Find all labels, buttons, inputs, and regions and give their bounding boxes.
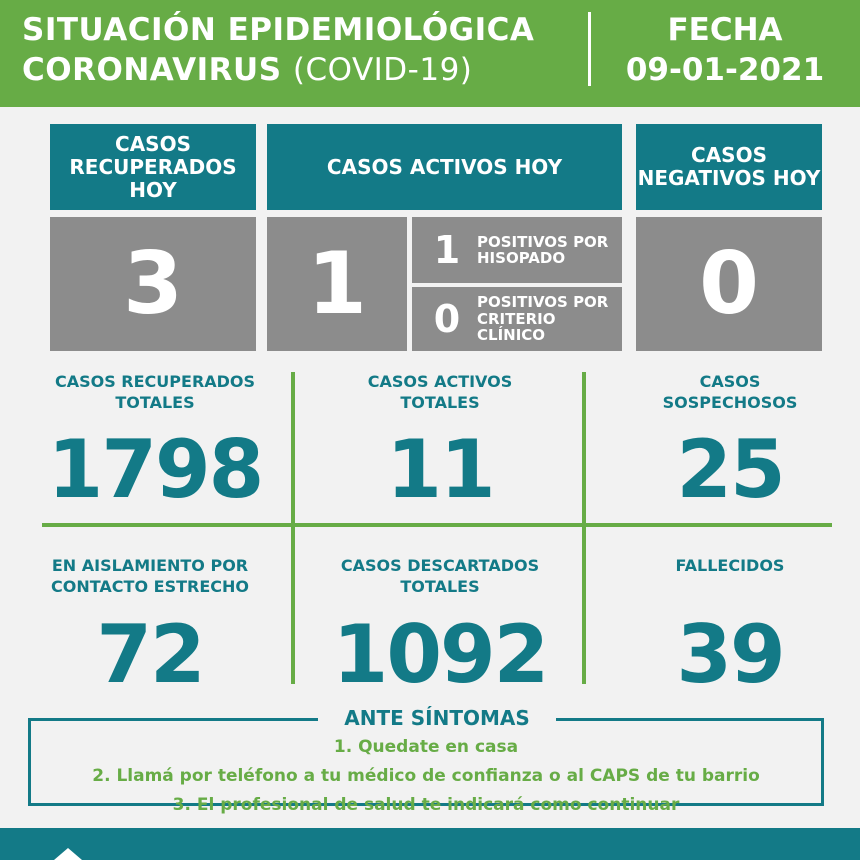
recuperados-hoy-value: 3 bbox=[50, 217, 256, 351]
home-icon bbox=[54, 848, 82, 860]
activos-hoy-value: 1 bbox=[267, 217, 407, 351]
sintomas-line-2: 2. Llamá por teléfono a tu médico de confianza o al CAPS de tu barrio bbox=[92, 766, 760, 786]
header-divider bbox=[588, 12, 591, 86]
criterio-value: 0 bbox=[433, 297, 461, 341]
fallecidos-label: FALLECIDOS bbox=[675, 556, 785, 575]
sintomas-line-1: 1. Quedate en casa bbox=[333, 737, 519, 757]
negativos-hoy-label: CASOS NEGATIVOS HOY bbox=[636, 124, 822, 210]
recuperados-hoy-label: CASOS RECUPERADOS HOY bbox=[50, 124, 256, 210]
subtitle-bold: CORONAVIRUS bbox=[22, 52, 282, 88]
activos-hoy-label: CASOS ACTIVOS HOY bbox=[267, 124, 622, 210]
recuperados-totales-value: 1798 bbox=[47, 423, 263, 516]
subtitle-light: (COVID-19) bbox=[292, 52, 473, 88]
fallecidos-value: 39 bbox=[676, 608, 784, 701]
date-value: 09-01-2021 bbox=[625, 52, 825, 88]
negativos-hoy-value: 0 bbox=[636, 217, 822, 351]
grid-vline-left bbox=[291, 372, 295, 684]
activos-totales-value: 11 bbox=[386, 423, 494, 516]
sintomas-title: ANTE SÍNTOMAS bbox=[318, 706, 556, 730]
hisopado-box bbox=[412, 217, 622, 283]
sintomas-line-3: 3. El profesional de salud te indicará como continuar bbox=[172, 795, 680, 815]
aislamiento-label: EN AISLAMIENTO POR CONTACTO ESTRECHO bbox=[51, 556, 249, 596]
page-title: SITUACIÓN EPIDEMIOLÓGICA bbox=[22, 12, 535, 48]
criterio-label: POSITIVOS POR CRITERIO CLÍNICO bbox=[477, 293, 609, 345]
footer-bar bbox=[0, 828, 860, 860]
descartados-label: CASOS DESCARTADOS TOTALES bbox=[340, 556, 540, 596]
page-subtitle bbox=[22, 52, 472, 88]
date-label: FECHA bbox=[667, 12, 783, 48]
grid-vline-right bbox=[582, 372, 586, 684]
aislamiento-value: 72 bbox=[96, 608, 204, 701]
hisopado-value: 1 bbox=[433, 228, 461, 272]
activos-totales-label: CASOS ACTIVOS TOTALES bbox=[367, 372, 513, 412]
sospechosos-label: CASOS SOSPECHOSOS bbox=[662, 372, 798, 412]
descartados-value: 1092 bbox=[332, 608, 548, 701]
recuperados-totales-label: CASOS RECUPERADOS TOTALES bbox=[54, 372, 256, 412]
sintomas-box bbox=[28, 718, 824, 806]
hisopado-label: POSITIVOS POR HISOPADO bbox=[477, 232, 609, 267]
grid-hline bbox=[42, 523, 832, 527]
sospechosos-value: 25 bbox=[676, 423, 784, 516]
criterio-box bbox=[412, 287, 622, 351]
